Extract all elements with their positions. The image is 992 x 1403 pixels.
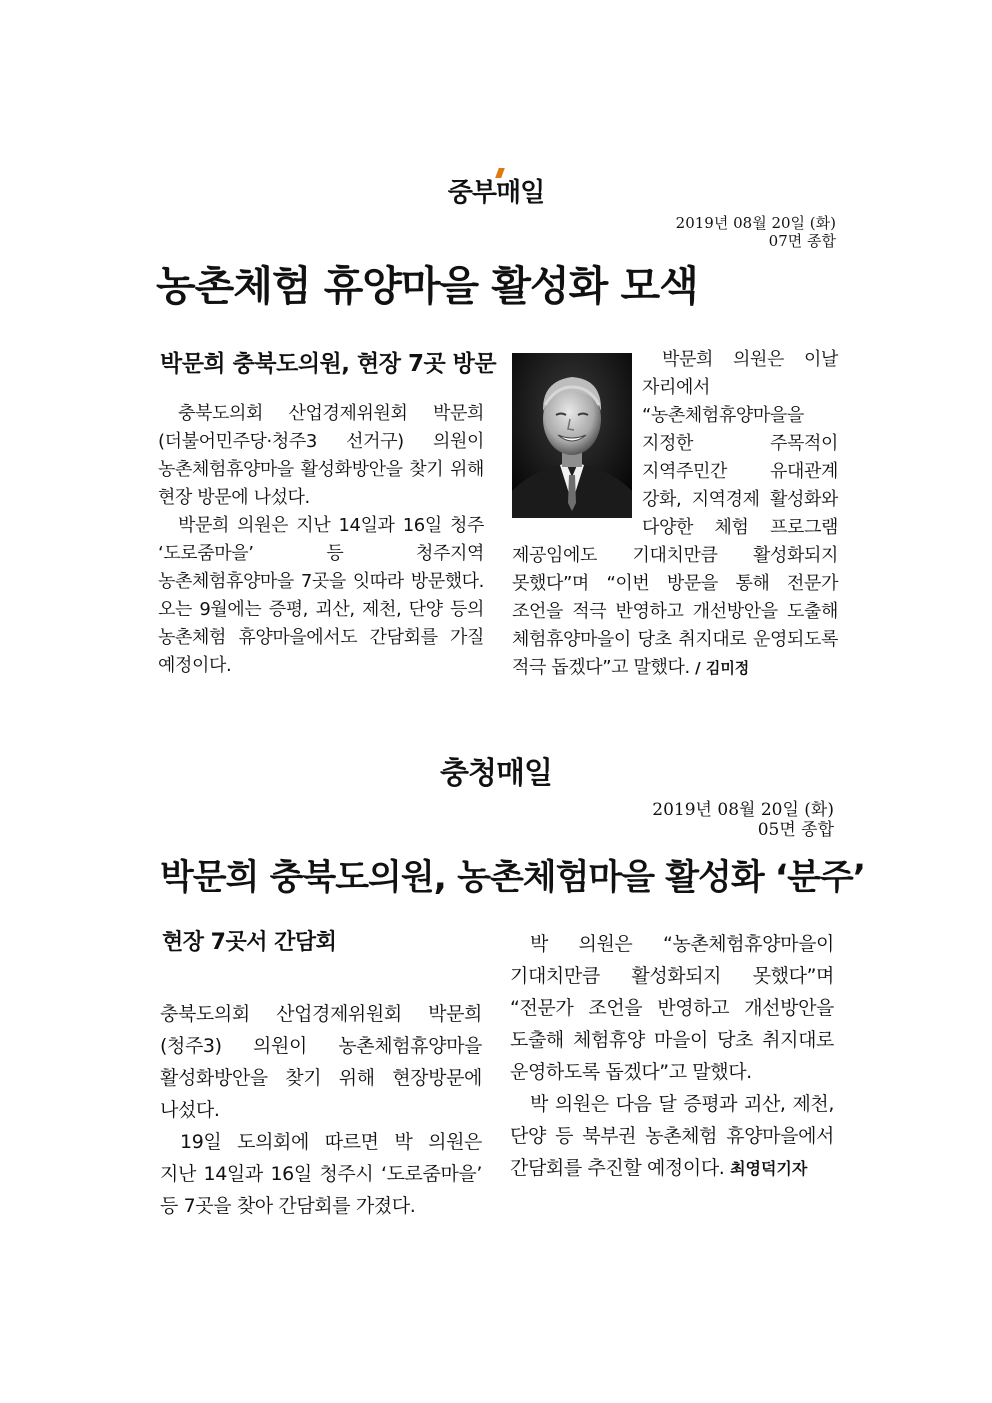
article2-paragraph: 19일 도의회에 따르면 박 의원은 지난 14일과 16일 청주시 ‘도로줌마을’ 등 7곳을 찾아 간담회를 가졌다. (160, 1131, 482, 1217)
article2-paragraph: 충북도의회 산업경제위원회 박문희(청주3) 의원이 농촌체험휴양마을 활성화방안을 찾기 위해 현장방문에 나섰다. (160, 1003, 482, 1121)
masthead-part1: 중부 (447, 178, 496, 208)
article1-headline: 농촌체험 휴양마을 활성화 모색 (156, 262, 698, 310)
article2-paragraph (510, 1088, 834, 1185)
article1-byline: / 김미정 (695, 659, 750, 677)
article1-left-column (158, 400, 484, 680)
article2-right-column (510, 928, 834, 1185)
article2-right-text: 박 의원은 다음 달 증평과 괴산, 제천, 단양 등 북부권 농촌체험 휴양마을에서 간담회를 추진할 예정이다. (510, 1093, 834, 1179)
article1-paragraph: 박문희 의원은 지난 14일과 16일 청주 ‘도로줌마을’ 등 청주지역 농촌체험휴양마을 7곳을 잇따라 방문했다. 오는 9월에는 증평, 괴산, 제천, 단양 등의 농촌체험 휴양마을에서도 간담회를 가질 예정이다. (158, 515, 484, 676)
article2-subhead: 현장 7곳서 간담회 (162, 930, 337, 955)
article1-right-text: 박문희 의원은 이날 자리에서 “농촌체험휴양마을을 지정한 주목적이 지역주민간 유대관계 강화, 지역경제 활성화와 다양한 체험 프로그램 제공임에도 기대치만큼 활성화되지 못했다”며 “이번 방문을 통해 전문가 조언을 적극 반영하고 개선방안을 도출해 체험휴양마을이 당초 취지대로 운영되도록 적극 돕겠다”고 말했다. (512, 349, 838, 678)
article2-left-column (160, 998, 482, 1222)
article1-subhead: 박문희 충북도의원, 현장 7곳 방문 (160, 351, 497, 377)
article1-date (560, 214, 836, 250)
masthead-accent-mark (495, 168, 505, 178)
newspaper-masthead-jungbu (400, 172, 592, 209)
article2-page-section: 05면 종합 (757, 820, 834, 840)
article2-date (540, 800, 834, 840)
article1-paragraph: 충북도의회 산업경제위원회 박문희(더불어민주당·청주3 선거구) 의원이 농촌체험휴양마을 활성화방안을 찾기 위해 현장 방문에 나섰다. (158, 403, 484, 508)
article1-date-line: 2019년 08월 20일 (화) (675, 214, 836, 232)
article2-date-line: 2019년 08월 20일 (화) (652, 800, 834, 820)
masthead-part2: 매일 (496, 178, 545, 208)
article2-paragraph: 박 의원은 “농촌체험휴양마을이 기대치만큼 활성화되지 못했다”며 “전문가 조언을 반영하고 개선방안을 도출해 체험휴양 마을이 당초 취지대로 운영하도록 돕겠다”고 말했다. (510, 933, 834, 1083)
newspaper-masthead-chungcheong: 충청매일 (440, 756, 552, 791)
article2-headline: 박문희 충북도의원, 농촌체험마을 활성화 ‘분주’ (160, 858, 866, 898)
article1-page-section: 07면 종합 (768, 232, 836, 250)
article1-right-column (512, 346, 838, 682)
article2-byline: 최영덕기자 (730, 1159, 808, 1178)
photo-wrap-spacer (512, 346, 642, 530)
